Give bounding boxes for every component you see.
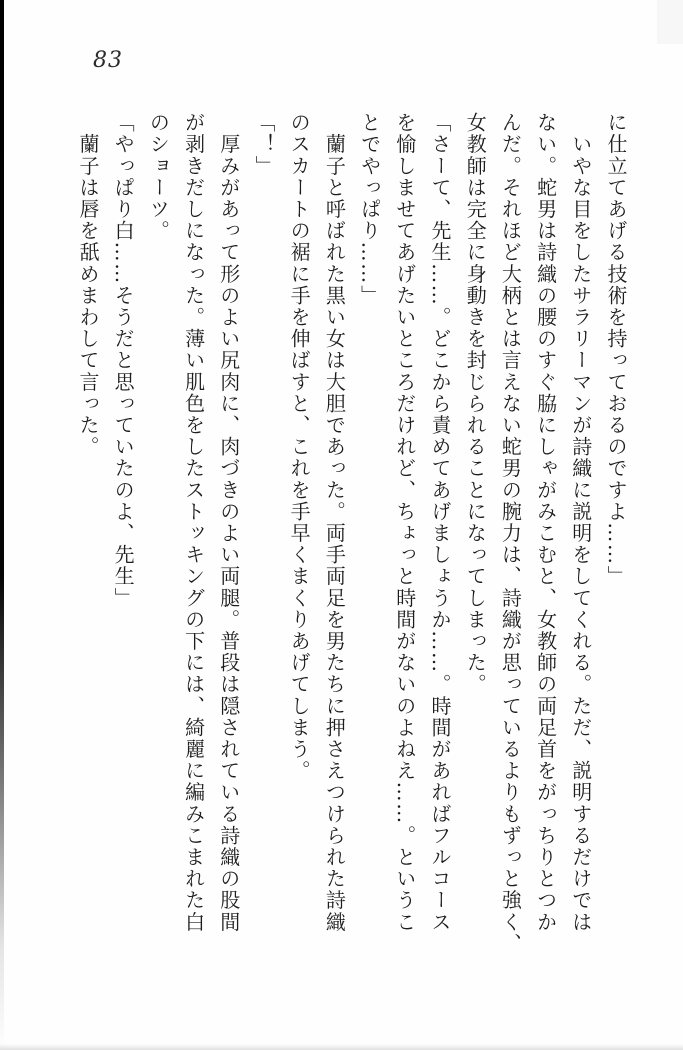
text-column: が剥きだしになった。薄い肌色をしたストッキングの下には、綺麗に編みこまれた白 [181,112,206,933]
scan-corner-artifact [657,0,683,44]
text-column: を愉しませてあげたいところだけれど、ちょっと時間がないのよねえ……。というこ [392,112,417,933]
text-column: に仕立てあげる技術を持っておるのですよ……」 [604,112,628,588]
scan-edge-bottom [0,1044,683,1050]
text-column: んだ。それほど大柄とは言えない蛇男の腕力は、詩織が思っているよりもずっと強く、 [498,112,523,955]
text-column: のショーツ。 [146,112,171,242]
text-column: 「さーて、先生……。どこから責めてあげましょうか……。時間があればフルコース [427,112,452,933]
text-column: 「やっぱり白……そうだと思っていたのよ、先生」 [111,112,136,609]
text-column: とでやっぱり……」 [357,112,382,307]
vertical-text-block [70,112,633,992]
text-column: 厚みがあって形のよい尻肉に、肉づきのよい両腿。普段は隠されている詩織の股間 [216,112,241,933]
text-column: 女教師は完全に身動きを封じられることになってしまった。 [463,112,488,696]
scan-edge-left [0,0,4,1050]
text-column: のスカートの裾に手を伸ばすと、これを手早くまくりあげてしまう。 [287,112,312,782]
text-column: いやな目をしたサラリーマンが詩織に説明をしてくれる。ただ、説明するだけでは [568,112,593,933]
text-column: 「！」 [251,112,276,177]
page-number: 83 [93,48,123,73]
text-column: 蘭子と呼ばれた黒い女は大胆であった。両手両足を男たちに押さえつけられた詩織 [322,112,347,933]
text-column: ない。蛇男は詩織の腰のすぐ脇にしゃがみこむと、女教師の両足首をがっちりとつか [533,112,558,933]
text-column: 蘭子は唇を舐めまわして言った。 [75,112,100,458]
